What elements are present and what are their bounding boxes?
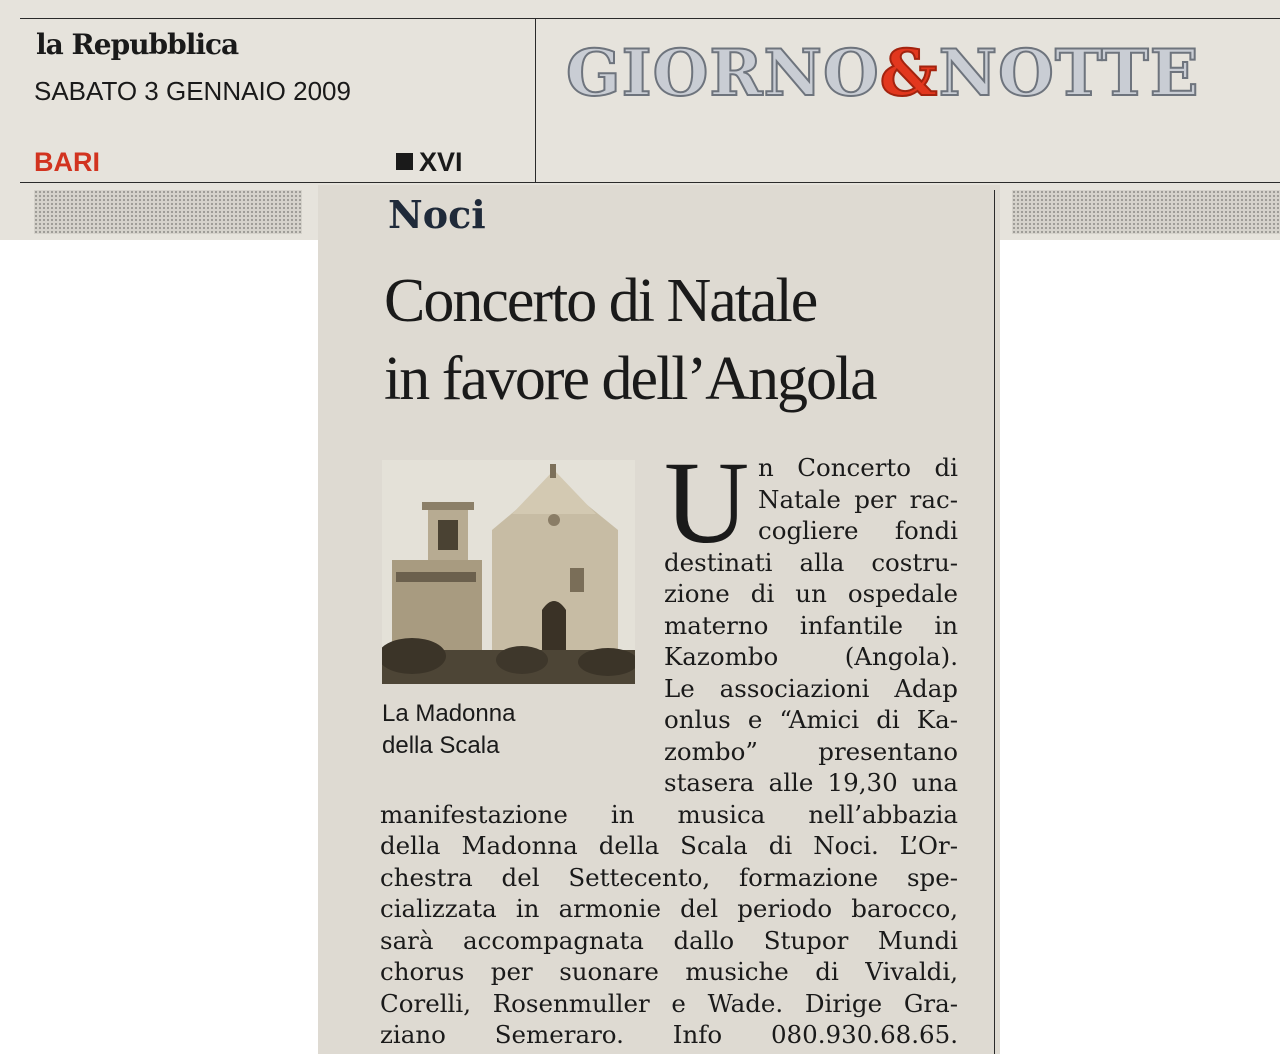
drop-cap: U (664, 437, 750, 568)
body-line: Corelli, Rosenmuller e Wade. Dirige Gra- (380, 988, 958, 1018)
caption-line: La Madonna (382, 700, 516, 727)
body-line: chorus per suonare musiche di Vivaldi, (380, 957, 958, 986)
body-line: sarà accompagnata dallo Stupor Mundi (380, 925, 958, 955)
body-line: chestra del Settecento, formazione spe- (380, 862, 958, 892)
article-body (380, 452, 958, 1051)
headline-line: in favore dell’Angola (384, 345, 876, 413)
supplement-title-left: GIORNO (566, 36, 880, 111)
body-line: onlus e “Amici di Ka- (664, 705, 958, 734)
body-line: zione di un ospedale (664, 579, 958, 608)
body-line: stasera alle 19,30 una (664, 768, 958, 797)
page-number (396, 147, 463, 178)
body-line: della Madonna della Scala di Noci. L’Or- (380, 831, 958, 860)
headline-line: Concerto di Natale (384, 267, 817, 335)
supplement-title (566, 36, 1200, 111)
header-top-rule (20, 18, 1280, 19)
dotted-band-left (34, 190, 302, 234)
body-line: zombo” presentano (664, 736, 958, 766)
article-headline (384, 262, 984, 418)
article-kicker: Noci (388, 192, 486, 237)
supplement-title-right: NOTTE (938, 36, 1200, 111)
body-line: manifestazione in musica nell’abbazia (380, 799, 958, 829)
section-label: BARI (34, 147, 100, 177)
supplement-title-ampersand: & (879, 36, 939, 111)
body-line: Natale per rac- (758, 484, 958, 514)
dotted-band-right (1012, 190, 1280, 234)
body-line: Le associazioni Adap (664, 673, 958, 703)
body-line: Kazombo (Angola). (664, 642, 958, 671)
page-number-text: XVI (419, 147, 463, 177)
header-bottom-rule (20, 182, 1280, 183)
header-divider (535, 18, 536, 182)
body-line: destinati alla costru- (664, 547, 958, 577)
body-line: cializzata in armonie del periodo barocco, (380, 894, 958, 923)
body-line: cogliere fondi (758, 516, 958, 545)
caption-line: della Scala (382, 732, 500, 759)
square-bullet-icon (396, 153, 413, 170)
body-line: materno infantile in (664, 610, 958, 640)
newspaper-logo: la Repubblica (36, 28, 239, 61)
body-line: ziano Semeraro. Info 080.930.68.65. (380, 1020, 958, 1049)
publication-date: SABATO 3 GENNAIO 2009 (34, 76, 351, 106)
body-line: n Concerto di (758, 453, 958, 482)
column-right-rule (994, 190, 995, 1054)
